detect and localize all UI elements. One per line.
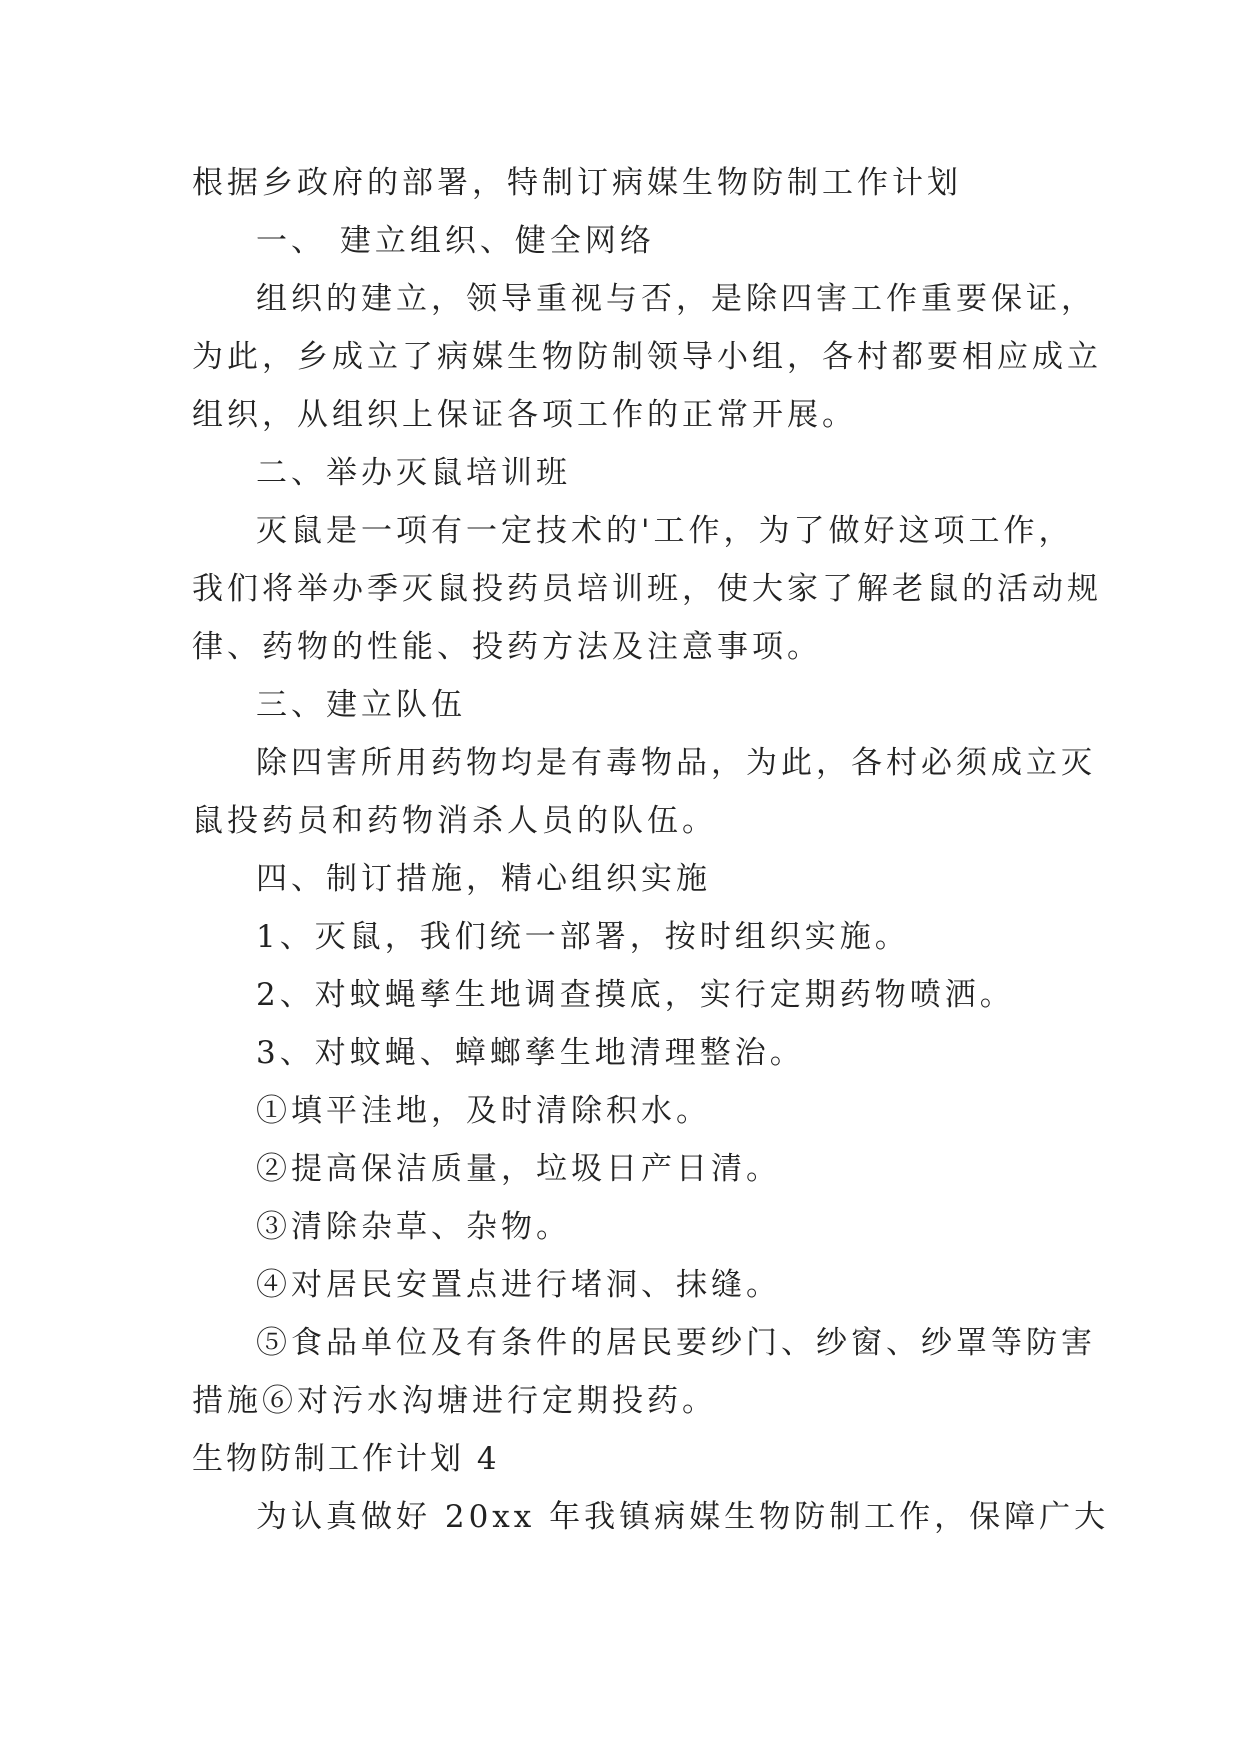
- paragraph-line: 为认真做好 20xx 年我镇病媒生物防制工作，保障广大: [256, 1499, 1110, 1535]
- list-item: 1、灭鼠，我们统一部署，按时组织实施。: [256, 919, 910, 955]
- paragraph-line: 律、药物的性能、投药方法及注意事项。: [192, 629, 822, 665]
- section-heading-1: 一、 建立组织、健全网络: [256, 223, 655, 259]
- paragraph-line: 组织的建立，领导重视与否，是除四害工作重要保证，: [256, 281, 1096, 317]
- paragraph-line: 措施⑥对污水沟塘进行定期投药。: [192, 1383, 717, 1419]
- sub-list-item: ④对居民安置点进行堵洞、抹缝。: [256, 1267, 781, 1303]
- list-item: 3、对蚊蝇、蟑螂孳生地清理整治。: [256, 1035, 805, 1071]
- paragraph-line: 除四害所用药物均是有毒物品，为此，各村必须成立灭: [256, 745, 1096, 781]
- section-heading-3: 三、建立队伍: [256, 687, 466, 723]
- document-title: 生物防制工作计划 4: [192, 1441, 500, 1477]
- sub-list-item: ①填平洼地，及时清除积水。: [256, 1093, 711, 1129]
- paragraph-line: 我们将举办季灭鼠投药员培训班，使大家了解老鼠的活动规: [192, 571, 1102, 607]
- paragraph-line: 根据乡政府的部署，特制订病媒生物防制工作计划: [192, 165, 962, 201]
- paragraph-line: 灭鼠是一项有一定技术的'工作，为了做好这项工作，: [256, 513, 1074, 549]
- list-item: 2、对蚊蝇孳生地调查摸底，实行定期药物喷洒。: [256, 977, 1015, 1013]
- sub-list-item: ②提高保洁质量，垃圾日产日清。: [256, 1151, 781, 1187]
- paragraph-line: 组织，从组织上保证各项工作的正常开展。: [192, 397, 857, 433]
- sub-list-item: ⑤食品单位及有条件的居民要纱门、纱窗、纱罩等防害: [256, 1325, 1096, 1361]
- section-heading-2: 二、举办灭鼠培训班: [256, 455, 571, 491]
- sub-list-item: ③清除杂草、杂物。: [256, 1209, 571, 1245]
- section-heading-4: 四、制订措施，精心组织实施: [256, 861, 711, 897]
- paragraph-line: 鼠投药员和药物消杀人员的队伍。: [192, 803, 717, 839]
- paragraph-line: 为此，乡成立了病媒生物防制领导小组，各村都要相应成立: [192, 339, 1102, 375]
